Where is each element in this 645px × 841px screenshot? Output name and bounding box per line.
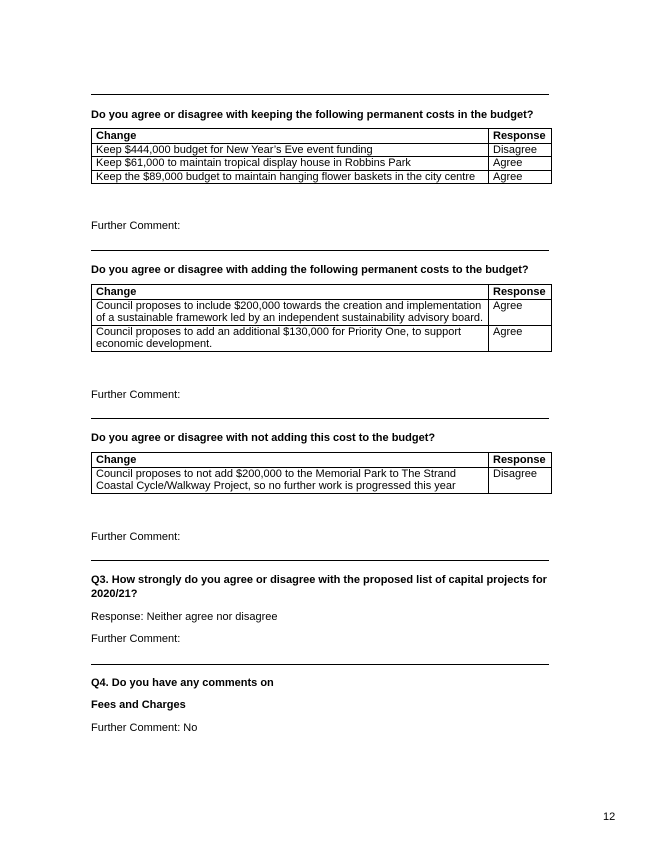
section-3-table	[91, 452, 552, 494]
section-2-question: Do you agree or disagree with adding the following permanent costs to the budget?	[91, 264, 529, 276]
table-row	[92, 143, 552, 157]
response-header: Response	[489, 453, 552, 468]
change-header: Change	[92, 285, 489, 300]
response-cell: Agree	[489, 157, 552, 171]
section-2-comment: Further Comment:	[91, 389, 181, 401]
divider	[91, 560, 549, 561]
table-row	[92, 157, 552, 171]
table-row	[92, 467, 552, 493]
table-header-row	[92, 285, 552, 300]
change-cell: Council proposes to not add $200,000 to the Memorial Park to The Strand Coastal Cycle/Walkway Project, so no further work is progressed this year	[92, 467, 489, 493]
table-row	[92, 170, 552, 184]
section-1-question: Do you agree or disagree with keeping the following permanent costs in the budget?	[91, 109, 534, 121]
divider	[91, 250, 549, 251]
response-header: Response	[489, 129, 552, 144]
section-2-table	[91, 284, 552, 352]
change-header: Change	[92, 129, 489, 144]
change-header: Change	[92, 453, 489, 468]
q3-comment: Further Comment:	[91, 633, 181, 645]
divider	[91, 94, 549, 95]
table-row	[92, 299, 552, 325]
response-cell: Agree	[489, 299, 552, 325]
table-header-row	[92, 129, 552, 144]
q4-question: Q4. Do you have any comments on	[91, 677, 274, 689]
divider	[91, 418, 549, 419]
response-cell: Disagree	[489, 143, 552, 157]
table-header-row	[92, 453, 552, 468]
response-cell: Agree	[489, 325, 552, 351]
section-3-comment: Further Comment:	[91, 531, 181, 543]
change-cell: Keep the $89,000 budget to maintain hanging flower baskets in the city centre	[92, 170, 489, 184]
q4-comment: Further Comment: No	[91, 722, 198, 734]
table-row	[92, 325, 552, 351]
change-cell: Keep $444,000 budget for New Year’s Eve event funding	[92, 143, 489, 157]
q3-question: Q3. How strongly do you agree or disagree with the proposed list of capital projects for 2020/21?	[91, 574, 547, 600]
section-1-comment: Further Comment:	[91, 220, 181, 232]
q3-response: Response: Neither agree nor disagree	[91, 611, 278, 623]
change-cell: Keep $61,000 to maintain tropical display house in Robbins Park	[92, 157, 489, 171]
response-cell: Agree	[489, 170, 552, 184]
response-header: Response	[489, 285, 552, 300]
page-number: 12	[603, 811, 616, 823]
response-cell: Disagree	[489, 467, 552, 493]
change-cell: Council proposes to add an additional $130,000 for Priority One, to support economic development.	[92, 325, 489, 351]
q4-subheading: Fees and Charges	[91, 699, 186, 711]
divider	[91, 664, 549, 665]
change-cell: Council proposes to include $200,000 towards the creation and implementation of a sustainable framework led by an independent sustainability advisory board.	[92, 299, 489, 325]
section-1-table	[91, 128, 552, 184]
section-3-question: Do you agree or disagree with not adding this cost to the budget?	[91, 432, 436, 444]
